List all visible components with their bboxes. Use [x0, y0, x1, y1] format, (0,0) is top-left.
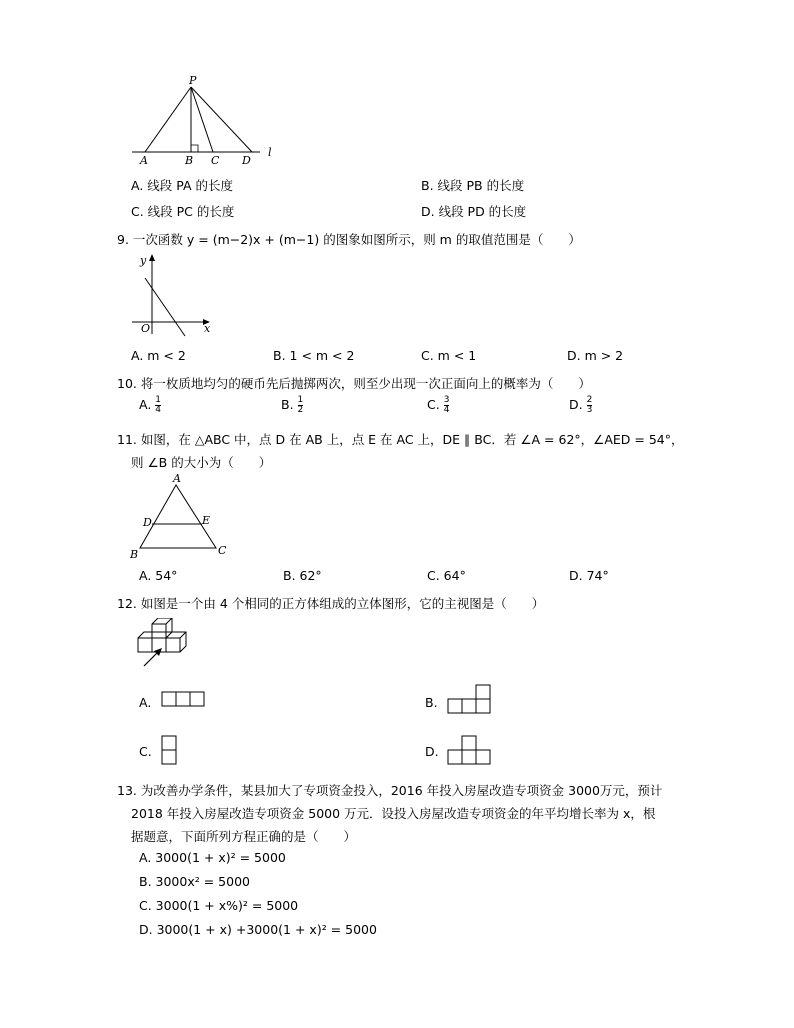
q12-option-d: D.	[425, 744, 439, 759]
fraction: $\frac{3}{4}$	[443, 395, 450, 415]
q11-option-a: A. 54°	[139, 568, 178, 583]
y-axis-arrow	[149, 254, 155, 261]
label-c: C	[218, 544, 227, 557]
q11-option-b: B. 62°	[283, 568, 322, 583]
label-d: D	[143, 516, 152, 529]
q12-option-a-view	[160, 690, 210, 710]
label-l: l	[268, 146, 272, 159]
q8-option-d: D. 线段 PD 的长度	[421, 204, 527, 219]
q13-stem-line2: 2018 年投入房屋改造专项资金 5000 万元．设投入房屋改造专项资金的年平均增长率为 x，根	[131, 806, 656, 821]
segment-pa	[145, 87, 191, 152]
q9-option-d: D. m > 2	[567, 348, 624, 363]
label-x: x	[204, 322, 211, 335]
label-b: B	[185, 154, 194, 166]
q9-option-b: B. 1 < m < 2	[273, 348, 355, 363]
q13-option-a: A. 3000(1 + x)² = 5000	[139, 850, 286, 865]
q12-option-c-view	[160, 734, 180, 768]
q12-option-c: C.	[139, 744, 152, 759]
right-angle-mark	[191, 145, 198, 152]
option-prefix: B.	[281, 397, 294, 412]
q13-option-d: D. 3000(1 + x) +3000(1 + x)² = 5000	[139, 922, 377, 937]
q12-option-b: B.	[425, 695, 438, 710]
label-a: A	[173, 472, 181, 485]
function-line	[145, 278, 185, 336]
q12-option-d-view	[446, 734, 496, 768]
label-e: E	[202, 514, 211, 527]
label-c: C	[211, 154, 220, 166]
q9-option-a: A. m < 2	[131, 348, 186, 363]
q13-option-b: B. 3000x² = 5000	[139, 874, 250, 889]
option-prefix: A.	[139, 397, 152, 412]
q9-figure	[128, 250, 223, 338]
q8-option-a: A. 线段 PA 的长度	[131, 178, 234, 193]
q10-stem: 10. 将一枚质地均匀的硬币先后抛掷两次，则至少出现一次正面向上的概率为（ ）	[117, 376, 591, 391]
q10-option-c	[427, 396, 449, 415]
option-prefix: D.	[569, 397, 583, 412]
q12-option-a: A.	[139, 695, 152, 710]
q8-figure	[128, 74, 278, 166]
q12-option-b-view	[446, 683, 496, 717]
fraction: $\frac{2}{3}$	[586, 395, 593, 415]
q10-option-d	[569, 396, 592, 415]
q12-stem: 12. 如图是一个由 4 个相同的正方体组成的立体图形，它的主视图是（ ）	[117, 596, 545, 611]
q10-option-a	[139, 396, 161, 415]
segment-pd	[191, 87, 252, 152]
fraction: $\frac{1}{2}$	[297, 395, 304, 415]
q10-option-b	[281, 396, 303, 415]
q11-figure	[128, 472, 238, 564]
option-prefix: C.	[427, 397, 440, 412]
label-d: D	[242, 154, 251, 166]
fraction: $\frac{1}{4}$	[155, 395, 162, 415]
q8-option-b: B. 线段 PB 的长度	[421, 178, 525, 193]
q13-option-c: C. 3000(1 + x%)² = 5000	[139, 898, 299, 913]
label-p: P	[189, 74, 197, 87]
q11-option-c: C. 64°	[427, 568, 466, 583]
q13-stem-line1: 13. 为改善办学条件，某县加大了专项资金投入，2016 年投入房屋改造专项资金 3000万元，预计	[117, 783, 663, 798]
q9-stem: 9. 一次函数 y = (m−2)x + (m−1) 的图象如图所示，则 m 的取值范围是（ ）	[117, 232, 581, 247]
segment-pc	[191, 87, 213, 152]
q9-option-c: C. m < 1	[421, 348, 477, 363]
label-b: B	[130, 548, 139, 561]
q12-solid-figure	[134, 618, 194, 668]
label-a: A	[140, 154, 148, 166]
label-o: O	[141, 322, 151, 335]
label-y: y	[140, 254, 147, 267]
q11-option-d: D. 74°	[569, 568, 609, 583]
q8-option-c: C. 线段 PC 的长度	[131, 204, 235, 219]
q13-stem-line3: 据题意，下面所列方程正确的是（ ）	[131, 829, 357, 844]
q11-stem-line1: 11. 如图，在 △ABC 中，点 D 在 AB 上，点 E 在 AC 上，DE ∥ BC．若 ∠A = 62°，∠AED = 54°，	[117, 432, 684, 447]
q11-stem-line2: 则 ∠B 的大小为（ ）	[131, 455, 272, 470]
